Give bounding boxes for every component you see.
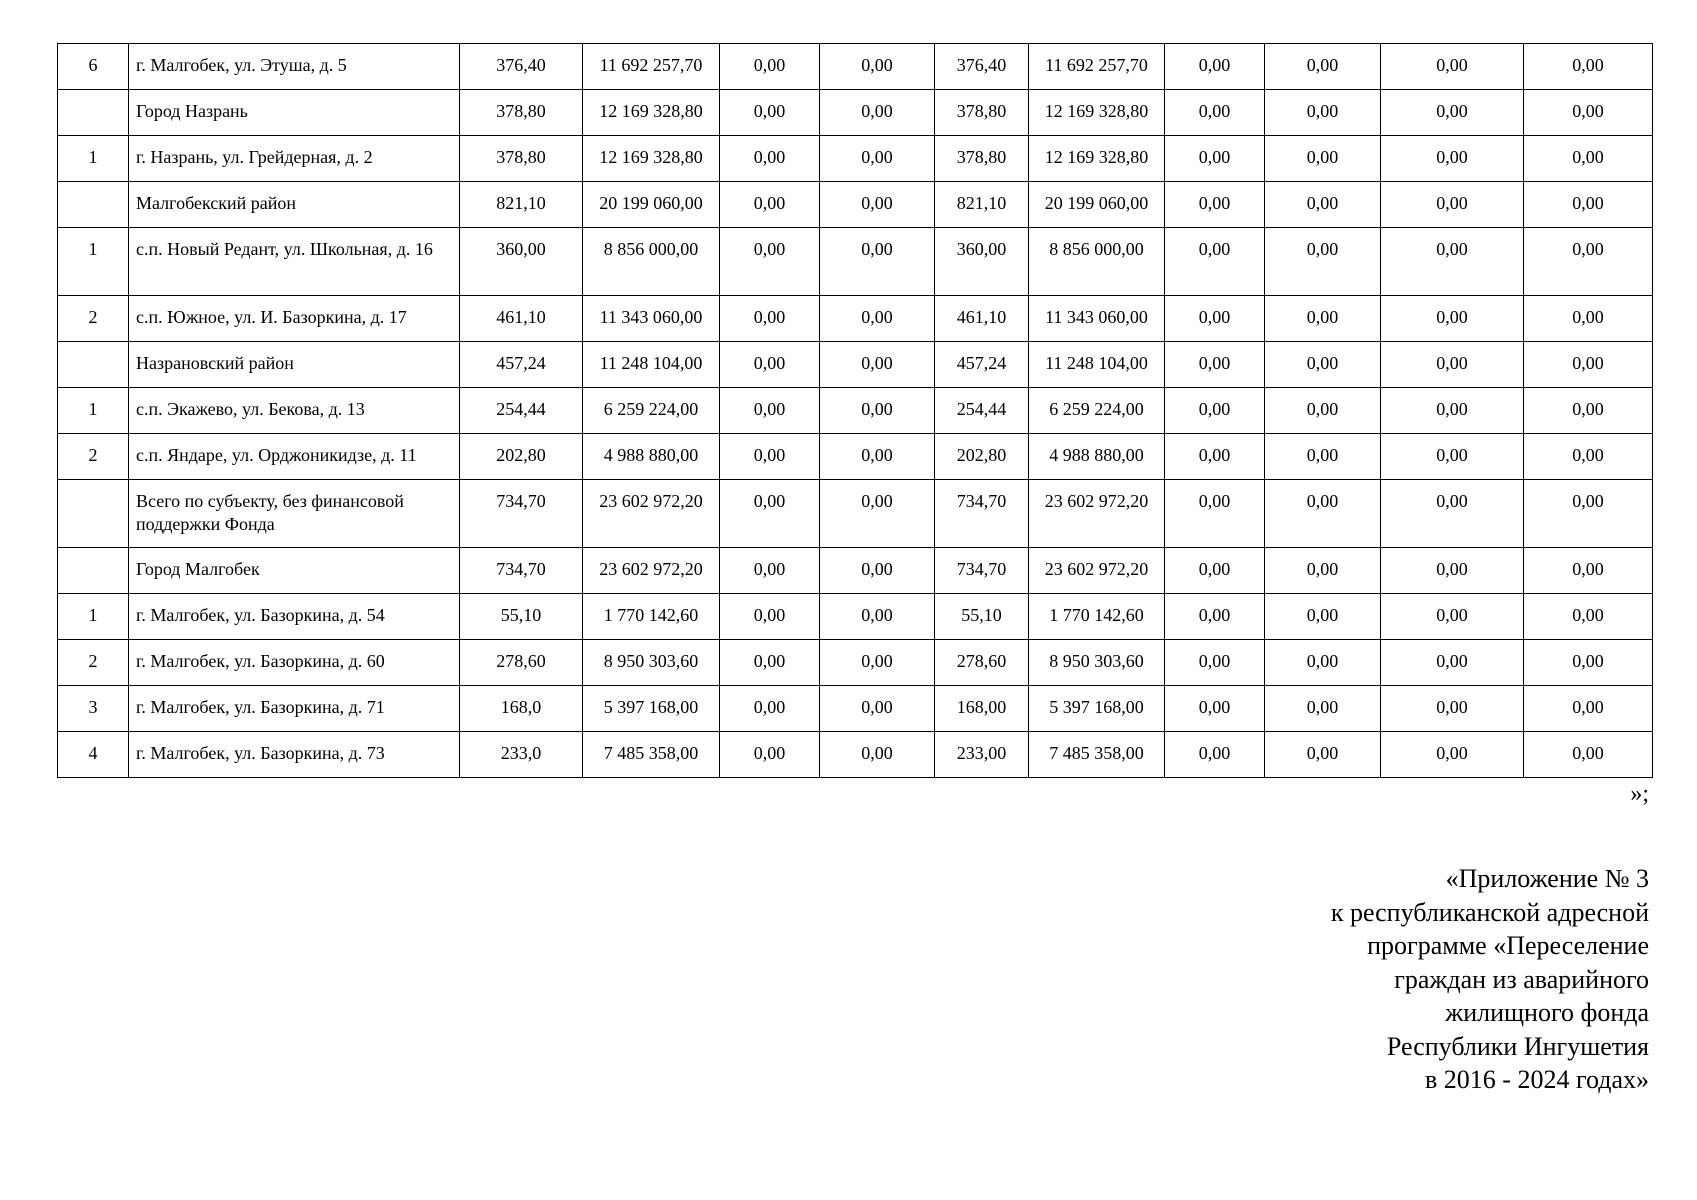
value-cell: 12 169 328,80 — [583, 90, 720, 136]
value-cell: 0,00 — [820, 594, 935, 640]
value-cell: 0,00 — [1265, 594, 1381, 640]
value-cell: 0,00 — [1265, 296, 1381, 342]
value-cell: 1 770 142,60 — [1029, 594, 1165, 640]
value-cell: 0,00 — [820, 90, 935, 136]
value-cell: 7 485 358,00 — [1029, 732, 1165, 778]
value-cell: 360,00 — [460, 228, 583, 296]
value-cell: 0,00 — [1165, 44, 1265, 90]
closing-quote: »; — [1630, 781, 1649, 807]
value-cell: 360,00 — [935, 228, 1029, 296]
value-cell: 821,10 — [460, 182, 583, 228]
value-cell: 0,00 — [1524, 434, 1653, 480]
value-cell: 233,0 — [460, 732, 583, 778]
value-cell: 11 343 060,00 — [1029, 296, 1165, 342]
value-cell: 0,00 — [720, 480, 820, 548]
value-cell: 0,00 — [1165, 686, 1265, 732]
value-cell: 0,00 — [1524, 640, 1653, 686]
value-cell: 461,10 — [935, 296, 1029, 342]
address-cell: Малгобекский район — [129, 182, 460, 228]
address-cell: с.п. Южное, ул. И. Базоркина, д. 17 — [129, 296, 460, 342]
address-cell: Город Назрань — [129, 90, 460, 136]
address-cell: Назрановский район — [129, 342, 460, 388]
value-cell: 5 397 168,00 — [1029, 686, 1165, 732]
value-cell: 12 169 328,80 — [1029, 136, 1165, 182]
address-cell: г. Малгобек, ул. Базоркина, д. 73 — [129, 732, 460, 778]
value-cell: 0,00 — [1165, 594, 1265, 640]
value-cell: 4 988 880,00 — [1029, 434, 1165, 480]
table-row — [58, 732, 1653, 778]
value-cell: 0,00 — [720, 594, 820, 640]
value-cell: 12 169 328,80 — [583, 136, 720, 182]
value-cell: 0,00 — [1265, 388, 1381, 434]
appendix-line: «Приложение № 3 — [1445, 864, 1649, 893]
value-cell: 0,00 — [820, 548, 935, 594]
value-cell: 0,00 — [1381, 480, 1524, 548]
value-cell: 0,00 — [1165, 640, 1265, 686]
value-cell: 0,00 — [1265, 90, 1381, 136]
value-cell: 0,00 — [1381, 732, 1524, 778]
value-cell: 20 199 060,00 — [583, 182, 720, 228]
row-number — [58, 548, 129, 594]
value-cell: 0,00 — [1524, 136, 1653, 182]
value-cell: 55,10 — [460, 594, 583, 640]
row-number: 2 — [58, 640, 129, 686]
value-cell: 0,00 — [1165, 182, 1265, 228]
value-cell: 821,10 — [935, 182, 1029, 228]
value-cell: 0,00 — [1524, 480, 1653, 548]
row-number: 2 — [58, 434, 129, 480]
value-cell: 7 485 358,00 — [583, 732, 720, 778]
value-cell: 378,80 — [935, 136, 1029, 182]
address-cell: с.п. Новый Редант, ул. Школьная, д. 16 — [129, 228, 460, 296]
value-cell: 0,00 — [1524, 182, 1653, 228]
table-row — [58, 90, 1653, 136]
value-cell: 0,00 — [720, 136, 820, 182]
value-cell: 0,00 — [1265, 136, 1381, 182]
value-cell: 0,00 — [720, 548, 820, 594]
value-cell: 0,00 — [720, 388, 820, 434]
value-cell: 202,80 — [460, 434, 583, 480]
value-cell: 0,00 — [820, 342, 935, 388]
table-row — [58, 44, 1653, 90]
value-cell: 202,80 — [935, 434, 1029, 480]
value-cell: 254,44 — [935, 388, 1029, 434]
row-number: 3 — [58, 686, 129, 732]
value-cell: 457,24 — [935, 342, 1029, 388]
value-cell: 0,00 — [1524, 90, 1653, 136]
value-cell: 0,00 — [1265, 686, 1381, 732]
row-number — [58, 90, 129, 136]
value-cell: 378,80 — [935, 90, 1029, 136]
address-cell: г. Малгобек, ул. Базоркина, д. 60 — [129, 640, 460, 686]
value-cell: 0,00 — [820, 434, 935, 480]
value-cell: 0,00 — [820, 686, 935, 732]
value-cell: 23 602 972,20 — [1029, 480, 1165, 548]
value-cell: 6 259 224,00 — [1029, 388, 1165, 434]
appendix-line: к республиканской адресной — [1330, 897, 1649, 927]
row-number — [58, 182, 129, 228]
value-cell: 8 856 000,00 — [583, 228, 720, 296]
address-cell: г. Малгобек, ул. Базоркина, д. 71 — [129, 686, 460, 732]
value-cell: 0,00 — [720, 732, 820, 778]
value-cell: 0,00 — [720, 228, 820, 296]
value-cell: 0,00 — [1381, 388, 1524, 434]
value-cell: 734,70 — [460, 548, 583, 594]
value-cell: 23 602 972,20 — [583, 548, 720, 594]
value-cell: 0,00 — [1524, 594, 1653, 640]
value-cell: 734,70 — [935, 480, 1029, 548]
value-cell: 55,10 — [935, 594, 1029, 640]
value-cell: 0,00 — [1381, 548, 1524, 594]
value-cell: 0,00 — [820, 296, 935, 342]
value-cell: 0,00 — [1524, 732, 1653, 778]
value-cell: 0,00 — [1265, 640, 1381, 686]
row-number: 4 — [58, 732, 129, 778]
value-cell: 254,44 — [460, 388, 583, 434]
value-cell: 0,00 — [1265, 480, 1381, 548]
value-cell: 0,00 — [1381, 44, 1524, 90]
value-cell: 12 169 328,80 — [1029, 90, 1165, 136]
value-cell: 8 950 303,60 — [583, 640, 720, 686]
row-number — [58, 342, 129, 388]
value-cell: 0,00 — [1381, 90, 1524, 136]
value-cell: 0,00 — [1265, 548, 1381, 594]
value-cell: 168,0 — [460, 686, 583, 732]
value-cell: 0,00 — [1165, 548, 1265, 594]
value-cell: 0,00 — [1165, 136, 1265, 182]
table-row — [58, 640, 1653, 686]
value-cell: 6 259 224,00 — [583, 388, 720, 434]
table-row — [58, 686, 1653, 732]
value-cell: 0,00 — [1524, 388, 1653, 434]
value-cell: 0,00 — [1381, 228, 1524, 296]
address-cell: Город Малгобек — [129, 548, 460, 594]
value-cell: 0,00 — [1381, 182, 1524, 228]
value-cell: 0,00 — [820, 732, 935, 778]
value-cell: 0,00 — [1381, 434, 1524, 480]
value-cell: 457,24 — [460, 342, 583, 388]
value-cell: 11 692 257,70 — [583, 44, 720, 90]
address-cell: с.п. Яндаре, ул. Орджоникидзе, д. 11 — [129, 434, 460, 480]
value-cell: 0,00 — [720, 640, 820, 686]
value-cell: 734,70 — [460, 480, 583, 548]
value-cell: 0,00 — [1265, 732, 1381, 778]
value-cell: 0,00 — [820, 44, 935, 90]
value-cell: 11 343 060,00 — [583, 296, 720, 342]
appendix-line: программе «Переселение — [1367, 931, 1649, 960]
value-cell: 0,00 — [1381, 342, 1524, 388]
value-cell: 0,00 — [820, 480, 935, 548]
row-number — [58, 480, 129, 548]
value-cell: 8 950 303,60 — [1029, 640, 1165, 686]
value-cell: 0,00 — [720, 182, 820, 228]
table-row — [58, 296, 1653, 342]
value-cell: 1 770 142,60 — [583, 594, 720, 640]
value-cell: 168,00 — [935, 686, 1029, 732]
appendix-line: в 2016 - 2024 годах» — [1425, 1065, 1649, 1094]
value-cell: 0,00 — [1165, 388, 1265, 434]
value-cell: 0,00 — [1165, 480, 1265, 548]
value-cell: 8 856 000,00 — [1029, 228, 1165, 296]
value-cell: 0,00 — [1381, 296, 1524, 342]
value-cell: 376,40 — [935, 44, 1029, 90]
table-row — [58, 228, 1653, 296]
value-cell: 0,00 — [1165, 296, 1265, 342]
value-cell: 0,00 — [1265, 182, 1381, 228]
value-cell: 0,00 — [1524, 228, 1653, 296]
value-cell: 0,00 — [1265, 342, 1381, 388]
value-cell: 0,00 — [1165, 732, 1265, 778]
address-cell: г. Малгобек, ул. Базоркина, д. 54 — [129, 594, 460, 640]
value-cell: 11 248 104,00 — [583, 342, 720, 388]
value-cell: 0,00 — [820, 182, 935, 228]
value-cell: 0,00 — [1165, 342, 1265, 388]
resettlement-table — [57, 43, 1653, 778]
address-cell: г. Назрань, ул. Грейдерная, д. 2 — [129, 136, 460, 182]
value-cell: 0,00 — [1165, 228, 1265, 296]
row-number: 1 — [58, 388, 129, 434]
value-cell: 278,60 — [935, 640, 1029, 686]
value-cell: 0,00 — [1165, 434, 1265, 480]
address-cell: Всего по субъекту, без финансовой поддержки Фонда — [129, 480, 460, 548]
value-cell: 11 692 257,70 — [1029, 44, 1165, 90]
value-cell: 0,00 — [1524, 44, 1653, 90]
value-cell: 23 602 972,20 — [583, 480, 720, 548]
value-cell: 0,00 — [720, 44, 820, 90]
value-cell: 0,00 — [820, 136, 935, 182]
row-number: 6 — [58, 44, 129, 90]
row-number: 1 — [58, 594, 129, 640]
value-cell: 0,00 — [820, 388, 935, 434]
value-cell: 0,00 — [720, 342, 820, 388]
table-row — [58, 388, 1653, 434]
appendix-heading — [1229, 862, 1649, 1097]
table-row — [58, 480, 1653, 548]
appendix-line: жилищного фонда — [1445, 998, 1649, 1027]
value-cell: 5 397 168,00 — [583, 686, 720, 732]
table-row — [58, 594, 1653, 640]
value-cell: 0,00 — [1265, 44, 1381, 90]
value-cell: 0,00 — [1265, 228, 1381, 296]
row-number: 1 — [58, 136, 129, 182]
value-cell: 4 988 880,00 — [583, 434, 720, 480]
value-cell: 378,80 — [460, 90, 583, 136]
value-cell: 20 199 060,00 — [1029, 182, 1165, 228]
value-cell: 0,00 — [1524, 686, 1653, 732]
value-cell: 378,80 — [460, 136, 583, 182]
value-cell: 0,00 — [720, 90, 820, 136]
value-cell: 0,00 — [1265, 434, 1381, 480]
table-row — [58, 434, 1653, 480]
value-cell: 23 602 972,20 — [1029, 548, 1165, 594]
value-cell: 0,00 — [720, 686, 820, 732]
value-cell: 0,00 — [1381, 686, 1524, 732]
value-cell: 11 248 104,00 — [1029, 342, 1165, 388]
value-cell: 0,00 — [820, 640, 935, 686]
appendix-line: граждан из аварийного — [1394, 964, 1649, 994]
value-cell: 0,00 — [720, 434, 820, 480]
table-row — [58, 548, 1653, 594]
table-row — [58, 182, 1653, 228]
value-cell: 0,00 — [1165, 90, 1265, 136]
value-cell: 376,40 — [460, 44, 583, 90]
value-cell: 0,00 — [1524, 342, 1653, 388]
value-cell: 0,00 — [1381, 594, 1524, 640]
table-row — [58, 342, 1653, 388]
address-cell: с.п. Экажево, ул. Бекова, д. 13 — [129, 388, 460, 434]
row-number: 1 — [58, 228, 129, 296]
row-number: 2 — [58, 296, 129, 342]
value-cell: 0,00 — [1381, 136, 1524, 182]
value-cell: 0,00 — [820, 228, 935, 296]
value-cell: 734,70 — [935, 548, 1029, 594]
address-cell: г. Малгобек, ул. Этуша, д. 5 — [129, 44, 460, 90]
appendix-line: Республики Ингушетия — [1386, 1031, 1649, 1061]
value-cell: 0,00 — [720, 296, 820, 342]
value-cell: 461,10 — [460, 296, 583, 342]
value-cell: 0,00 — [1524, 548, 1653, 594]
table-row — [58, 136, 1653, 182]
value-cell: 233,00 — [935, 732, 1029, 778]
value-cell: 278,60 — [460, 640, 583, 686]
value-cell: 0,00 — [1381, 640, 1524, 686]
value-cell: 0,00 — [1524, 296, 1653, 342]
